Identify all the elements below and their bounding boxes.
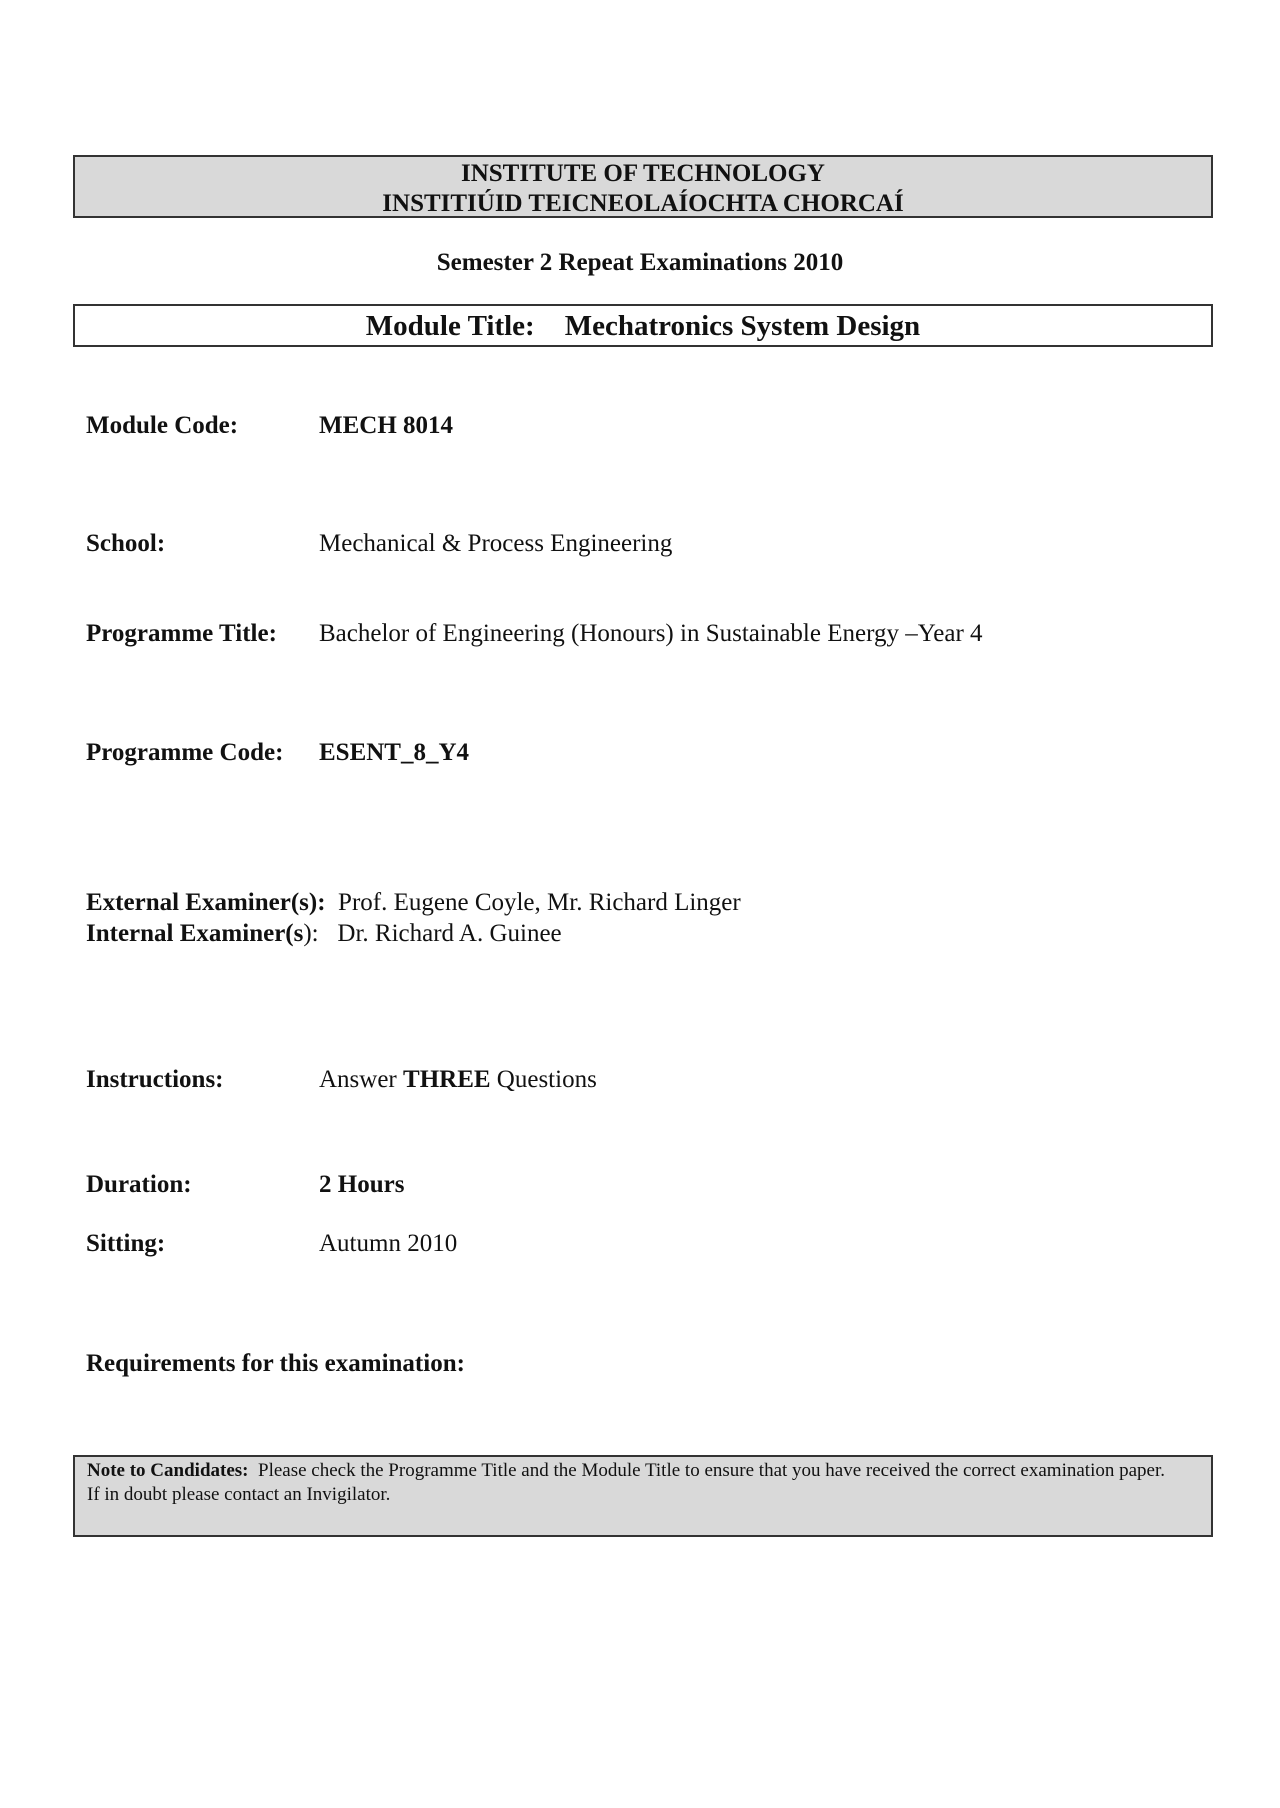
module-code-value: MECH 8014	[319, 412, 454, 439]
module-title-box	[73, 304, 1213, 347]
note-line-1	[87, 1459, 1199, 1483]
note-text: Please check the Programme Title and the Module Title to ensure that you have received the correct examination paper.	[258, 1460, 1165, 1481]
module-code-label: Module Code:	[86, 412, 239, 439]
internal-examiners-line	[86, 918, 741, 949]
school-label: School:	[86, 530, 166, 557]
examiners-block	[86, 887, 741, 949]
external-examiners-label: External Examiner(s):	[86, 889, 326, 916]
internal-examiners-value: Dr. Richard A. Guinee	[337, 920, 562, 947]
note-to-candidates	[73, 1455, 1213, 1537]
institute-name-irish: INSTITIÚID TEICNEOLAÍOCHTA CHORCAÍ	[382, 190, 904, 217]
school-value: Mechanical & Process Engineering	[319, 530, 673, 557]
external-examiners-line	[86, 887, 741, 918]
institute-name-english: INSTITUTE OF TECHNOLOGY	[461, 160, 825, 187]
note-label: Note to Candidates:	[87, 1460, 249, 1481]
instructions-label: Instructions:	[86, 1066, 224, 1093]
internal-examiners-label: Internal Examiner(s	[86, 920, 304, 947]
instructions-value	[319, 1065, 597, 1095]
external-examiners-value: Prof. Eugene Coyle, Mr. Richard Linger	[338, 889, 741, 916]
internal-examiners-label-close: ):	[303, 920, 319, 947]
sitting-value: Autumn 2010	[319, 1230, 458, 1257]
instructions-prefix: Answer	[319, 1066, 397, 1093]
note-line-2: If in doubt please contact an Invigilator.	[87, 1484, 391, 1505]
module-title-value: Mechatronics System Design	[564, 310, 921, 342]
programme-title-value: Bachelor of Engineering (Honours) in Sustainable Energy –Year 4	[319, 620, 983, 647]
institute-header	[73, 155, 1213, 218]
programme-code-value: ESENT_8_Y4	[319, 739, 470, 766]
sitting-label: Sitting:	[86, 1230, 166, 1257]
duration-value: 2 Hours	[319, 1171, 405, 1198]
programme-code-label: Programme Code:	[86, 739, 284, 766]
requirements-heading: Requirements for this examination:	[86, 1350, 465, 1377]
semester-line: Semester 2 Repeat Examinations 2010	[436, 249, 844, 276]
duration-label: Duration:	[86, 1171, 192, 1198]
module-title-label: Module Title:	[365, 310, 535, 342]
programme-title-label: Programme Title:	[86, 620, 277, 647]
instructions-emphasis: THREE	[403, 1066, 491, 1093]
instructions-suffix: Questions	[496, 1066, 597, 1093]
